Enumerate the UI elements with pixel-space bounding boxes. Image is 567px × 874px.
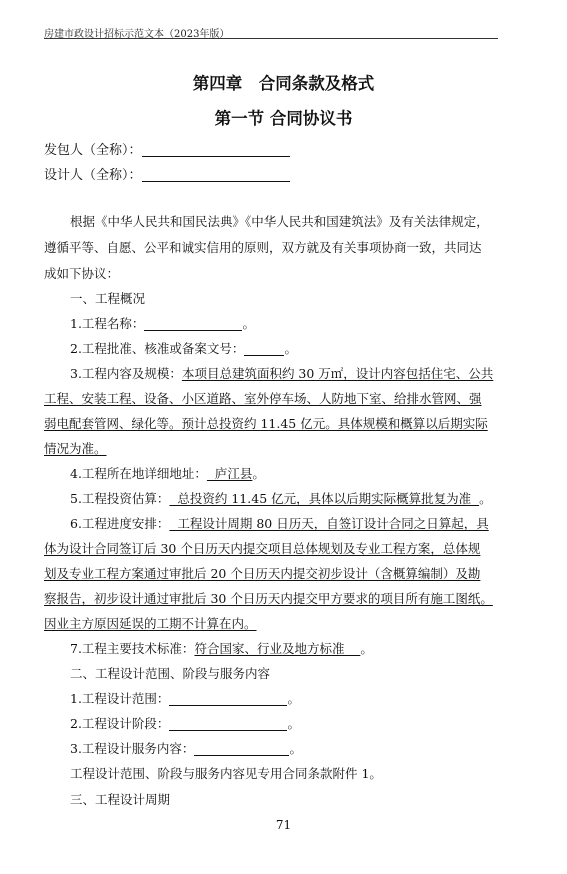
s2-item3-label: 3.工程设计服务内容： [70,741,195,756]
section3-heading: 三、工程设计周期 [70,792,171,807]
preamble-line-1: 根据《中华人民共和国民法典》《中华人民共和国建筑法》及有关法律规定， [70,214,489,229]
s1-item4-end: 。 [252,466,265,481]
s2-item3-blank [194,742,289,756]
preamble-line-3: 成如下协议： [44,266,120,281]
s2-item2-label: 2.工程设计阶段： [70,716,170,731]
s1-item6-line-3: 划及专业工程方案通过审批后 20 个日历天内提交初步设计（含概算编制）及勘 [44,566,481,581]
s1-item6-line-5: 因业主方原因延误的工期不计算在内。 [44,616,257,631]
s1-item3-line-4: 情况为准。 [44,441,107,456]
s1-item5-value: 总投资约 11.45 亿元，具体以后期实际概算批复为准 [169,491,480,506]
s1-item5 [70,491,492,507]
s1-item3-line-2: 工程、安装工程、设备、小区道路、室外停车场、人防地下室、给排水管网、强 [44,391,482,406]
s1-item2-end: 。 [284,341,297,356]
s2-item1-end: 。 [287,691,300,706]
s1-item1-end: 。 [242,316,255,331]
s2-item2 [70,716,300,732]
s2-item3-end: 。 [289,741,302,756]
s1-item7-label: 7.工程主要技术标准： [70,641,195,656]
s2-item3 [70,741,302,757]
s1-item1-blank [144,317,242,331]
s1-item6-line-2: 体为设计合同签订后 30 个日历天内提交项目总体规划及专业工程方案，总体规 [44,541,481,556]
s2-note: 工程设计范围、阶段与服务内容见专用合同条款附件 1。 [70,766,382,781]
employer-blank [142,142,290,157]
s1-item6-label: 6.工程进度安排： [70,516,170,531]
s1-item4-label: 4.工程所在地详细地址： [70,466,207,481]
s1-item3-text-1: 本项目总建筑面积约 30 万㎡，设计内容包括住宅、公共 [181,366,494,381]
s2-item1-label: 1.工程设计范围： [70,691,170,706]
s1-item3-label: 3.工程内容及规模： [70,366,182,381]
employer-label: 发包人（全称）： [44,143,142,158]
s1-item6-text-1: 工程设计周期 80 日历天，自签订设计合同之日算起，具 [169,516,489,531]
s2-item2-end: 。 [287,716,300,731]
page-number: 71 [275,818,292,832]
s1-item2 [70,341,297,357]
s1-item5-label: 5.工程投资估算： [70,491,170,506]
s1-item5-end: 。 [479,491,492,506]
header-rule [44,38,498,39]
designer-blank [142,167,290,182]
s1-item2-blank [244,342,284,356]
s1-item6-line-4: 察报告，初步设计通过审批后 30 个日历天内提交甲方要求的项目所有施工图纸。 [44,591,493,606]
running-header: 房建市政设计招标示范文本（2023年版） [44,29,230,40]
s1-item4-value: 庐江县 [206,466,253,481]
s1-item7 [70,641,373,657]
s1-item7-end: 。 [360,641,373,656]
preamble-line-2: 遵循平等、自愿、公平和诚实信用的原则，双方就及有关事项协商一致，共同达 [44,240,482,255]
s1-item6-line-1 [70,516,489,532]
employer-line [44,142,290,159]
s2-item1 [70,691,300,707]
section2-heading: 二、工程设计范围、阶段与服务内容 [70,666,271,681]
s1-item1-label: 1.工程名称： [70,316,145,331]
s1-item3-line-3: 弱电配套管网、绿化等。预计总投资约 11.45 亿元。具体规模和概算以后期实际 [44,416,488,431]
section-title: 第一节 合同协议书 [214,109,353,128]
s1-item2-label: 2.工程批准、核准或备案文号： [70,341,245,356]
s1-item4 [70,466,265,482]
s1-item1 [70,316,255,332]
chapter-title: 第四章 合同条款及格式 [192,74,375,93]
designer-line [44,167,290,184]
section1-heading: 一、工程概况 [70,291,146,306]
s1-item7-value: 符合国家、行业及地方标准 [194,641,361,656]
s2-item2-blank [169,717,287,731]
s1-item3-line-1 [70,366,493,382]
s2-item1-blank [169,692,287,706]
designer-label: 设计人（全称）： [44,168,142,183]
